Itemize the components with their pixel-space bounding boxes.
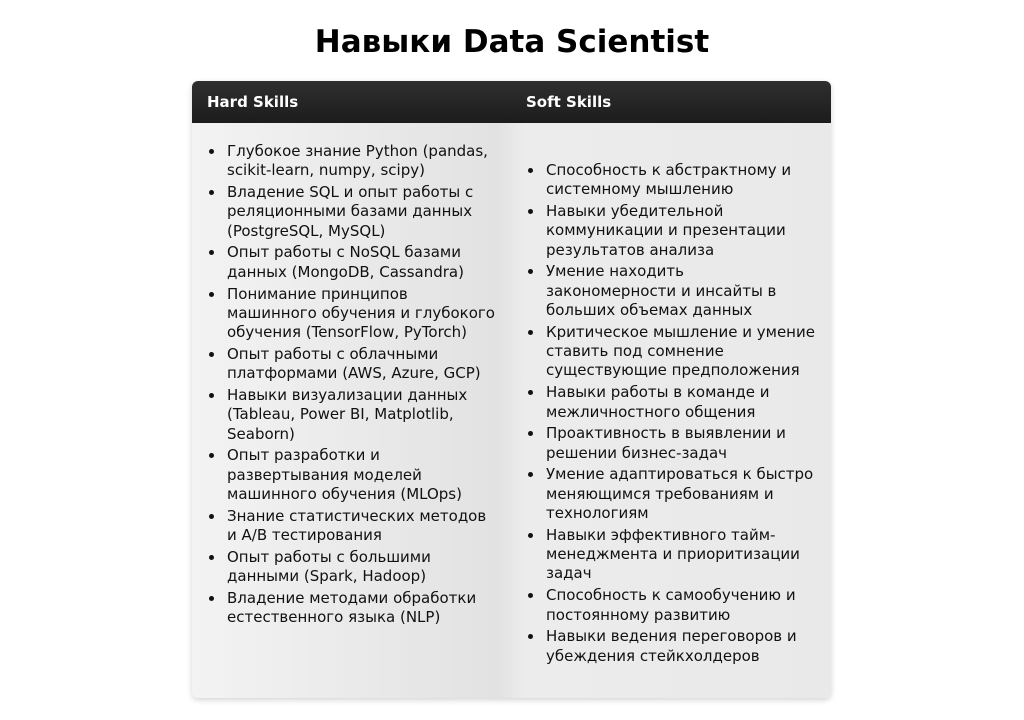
hard-skills-list	[206, 142, 496, 630]
table-header	[192, 81, 831, 123]
soft-skill-item: Способность к абстрактному и системному мышлению	[525, 161, 815, 200]
hard-skill-item: Опыт разработки и развертывания моделей машинного обучения (MLOps)	[206, 446, 496, 504]
soft-skill-item: Критическое мышление и умение ставить под сомнение существующие предположения	[525, 323, 815, 381]
soft-skill-item: Проактивность в выявлении и решении бизнес-задач	[525, 424, 815, 463]
soft-skill-item: Навыки убедительной коммуникации и презентации результатов анализа	[525, 202, 815, 260]
skills-table	[192, 81, 831, 698]
hard-skill-item: Опыт работы с большими данными (Spark, Hadoop)	[206, 548, 496, 587]
hard-skill-item: Опыт работы с облачными платформами (AWS, Azure, GCP)	[206, 345, 496, 384]
hard-skill-item: Владение методами обработки естественного языка (NLP)	[206, 589, 496, 628]
soft-skill-item: Навыки ведения переговоров и убеждения стейкхолдеров	[525, 627, 815, 666]
hard-skill-item: Опыт работы с NoSQL базами данных (MongoDB, Cassandra)	[206, 243, 496, 282]
soft-skills-list	[525, 161, 815, 668]
soft-skills-header: Soft Skills	[526, 93, 612, 111]
hard-skill-item: Знание статистических методов и A/B тестирования	[206, 507, 496, 546]
soft-skill-item: Навыки эффективного тайм-менеджмента и приоритизации задач	[525, 526, 815, 584]
hard-skill-item: Владение SQL и опыт работы с реляционными базами данных (PostgreSQL, MySQL)	[206, 183, 496, 241]
hard-skill-item: Глубокое знание Python (pandas, scikit-learn, numpy, scipy)	[206, 142, 496, 181]
soft-skill-item: Умение находить закономерности и инсайты в больших объемах данных	[525, 262, 815, 320]
soft-skill-item: Способность к самообучению и постоянному развитию	[525, 586, 815, 625]
soft-skill-item: Умение адаптироваться к быстро меняющимся требованиям и технологиям	[525, 465, 815, 523]
hard-skill-item: Понимание принципов машинного обучения и глубокого обучения (TensorFlow, PyTorch)	[206, 285, 496, 343]
page-title: Навыки Data Scientist	[314, 24, 710, 60]
hard-skills-header: Hard Skills	[207, 93, 299, 111]
hard-skill-item: Навыки визуализации данных (Tableau, Power BI, Matplotlib, Seaborn)	[206, 386, 496, 444]
soft-skill-item: Навыки работы в команде и межличностного общения	[525, 383, 815, 422]
